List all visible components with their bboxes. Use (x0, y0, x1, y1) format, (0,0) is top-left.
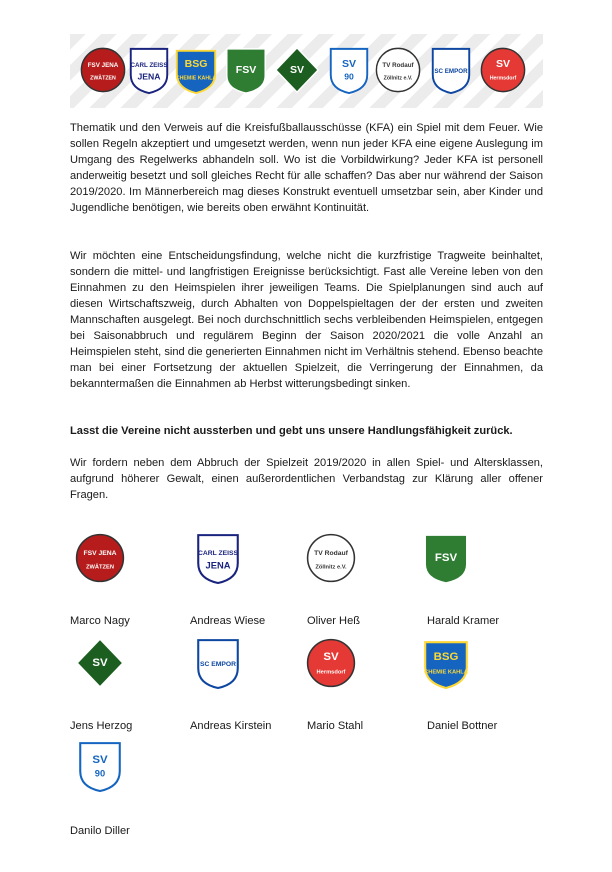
logo-text-top: CARL ZEISS (197, 549, 239, 557)
logo-text-bottom: Hermsdorf (316, 669, 346, 676)
logo-shape (131, 49, 167, 93)
logo-text-top: SV (92, 657, 108, 670)
carl-zeiss-jena-logo (125, 46, 173, 94)
logo-shape (198, 535, 238, 583)
logo-text-top: FSV (235, 63, 257, 76)
signatory-name: Harald Kramer (427, 615, 500, 627)
signatory-name: Mario Stahl (307, 720, 364, 732)
bsg-chemie-kahla-logo (420, 637, 472, 689)
sv-90-logo (325, 46, 373, 94)
sc-empor-logo (427, 46, 475, 94)
fsv-bad-klosterlausnitz-logo (420, 532, 472, 584)
fsv-jena-zwaetzen-logo (74, 532, 126, 584)
logo-text-top: FSV JENA (87, 62, 119, 70)
logo-text-top: SV (289, 63, 305, 76)
logo-shape (308, 640, 355, 687)
tv-zoellnitz-logo (305, 532, 357, 584)
logo-shape (80, 743, 120, 791)
logo-text-top: TV Rodauf (382, 62, 414, 70)
logo-text-bottom: JENA (205, 560, 231, 571)
slogan: Lasst die Vereine nicht aussterben und gebt uns unsere Handlungsfähigkeit zurück. (70, 425, 513, 437)
logo-text-top: SC EMPOR (199, 661, 237, 669)
sv-90-logo (74, 740, 126, 792)
logo-shape (177, 51, 215, 93)
logo-text-bottom: Zöllnitz e.V. (383, 75, 413, 82)
logo-text-bottom: 90 (344, 71, 354, 82)
logo-text-top: SV (92, 753, 108, 766)
sv-hainspitz-logo (74, 637, 126, 689)
signatory-name: Jens Herzog (70, 720, 133, 732)
signatory-name: Andreas Kirstein (190, 720, 272, 732)
logo-text-bottom: Zöllnitz e.V. (315, 564, 347, 571)
fsv-jena-zwaetzen-logo (79, 46, 127, 94)
logo-text-top: BSG (184, 58, 208, 71)
logo-text-bottom: JENA (137, 71, 161, 82)
tv-zoellnitz-logo (374, 46, 422, 94)
logo-shape (77, 535, 124, 582)
signatory-name: Danilo Diller (70, 825, 130, 837)
signatory-name: Marco Nagy (70, 615, 130, 627)
logo-text-bottom: CHEMIE KAHLA (175, 75, 217, 82)
logo-shape (425, 642, 467, 688)
logo-text-top: SC EMPOR (434, 67, 468, 75)
logo-text-top: SV (323, 650, 339, 663)
logo-shape (308, 535, 355, 582)
logo-text-bottom: Hermsdorf (489, 75, 517, 82)
logo-text-top: FSV (434, 552, 458, 565)
logo-shape (81, 48, 124, 91)
logo-shape (376, 48, 419, 91)
logo-text-bottom: ZWÄTZEN (90, 75, 116, 82)
fsv-bad-klosterlausnitz-logo (222, 46, 270, 94)
logo-text-bottom: ZWÄTZEN (86, 564, 114, 571)
logo-text-top: TV Rodauf (314, 549, 348, 557)
logo-shape (331, 49, 367, 93)
logo-text-top: BSG (433, 650, 459, 663)
signatory-name: Oliver Heß (307, 615, 361, 627)
sv-hainspitz-logo (273, 46, 321, 94)
body-paragraph-1: Thematik und den Verweis auf die Kreisfußballausschüsse (KFA) ein Spiel mit dem Feuer. Wie sollen Regeln akzeptiert und umgesetzt werden, wenn nun jeder KFA eine eigene Auslegung im Umgang des Regelwerks abhandeln soll. Wo ist die Vorbildwirkung? Jeder KFA ist personell anderweitig besetzt und soll gleiches Recht für alle schaffen? Das aber nur während der Saison 2019/2020. Im Männerbereich mag dieses Konstrukt eventuell umsetzbar sein, aber Kinder und Jugendliche benötigen, wie bereits oben erwähnt Kontinuität. (70, 122, 543, 214)
logo-text-bottom: CHEMIE KAHLA (424, 669, 468, 676)
logo-text-top: CARL ZEISS (130, 62, 168, 70)
logo-text-bottom: 90 (94, 768, 106, 779)
signatory-name: Andreas Wiese (190, 615, 266, 627)
sc-empor-logo (192, 637, 244, 689)
logo-text-top: SV (495, 58, 511, 71)
logo-text-top: FSV JENA (83, 549, 117, 557)
sv-hermsdorf-logo (305, 637, 357, 689)
body-paragraph-2: Wir möchten eine Entscheidungsfindung, welche nicht die kurzfristige Tragweite beinhaltet, sondern die mittel- und langfristigen Ereignisse berücksichtigt. Fast alle Vereine leben von den Einnahmen zu den Heimspielen ihrer jeweiligen Teams. Die Spielplanungen sind auch auf diesen Wirtschaftszweig, durch Abhalten von Doppelspieltagen der der ersten und zweiten Mannschaften ausgelegt. Bei noch durchschnittlich sechs verbleibenden Heimspielen, entgegen bei Saisonabbruch und regulärem Beginn der Saison 2020/2021 die volle Anzahl an Heimspielen steht, sind die generierten Einnahmen nicht im Verhältnis stehend. Ebenso beachte man bei einer Fortsetzung der aktuellen Spielzeit, die Verringerung der Einnahmen, da bekanntermaßen die Einnahmen ab Herbst witterungsbedingt sinken. (70, 250, 544, 390)
logo-text-top: SV (341, 58, 357, 71)
demand-paragraph: Wir fordern neben dem Abbruch der Spielzeit 2019/2020 in allen Spiel- und Altersklassen, aufgrund höherer Gewalt, einen außerordentlichen Verbandstag zur Klärung aller offener Fragen. (70, 457, 543, 501)
bsg-chemie-kahla-logo (172, 46, 220, 94)
sv-hermsdorf-logo (479, 46, 527, 94)
signatory-name: Daniel Bottner (427, 720, 498, 732)
carl-zeiss-jena-logo (192, 532, 244, 584)
